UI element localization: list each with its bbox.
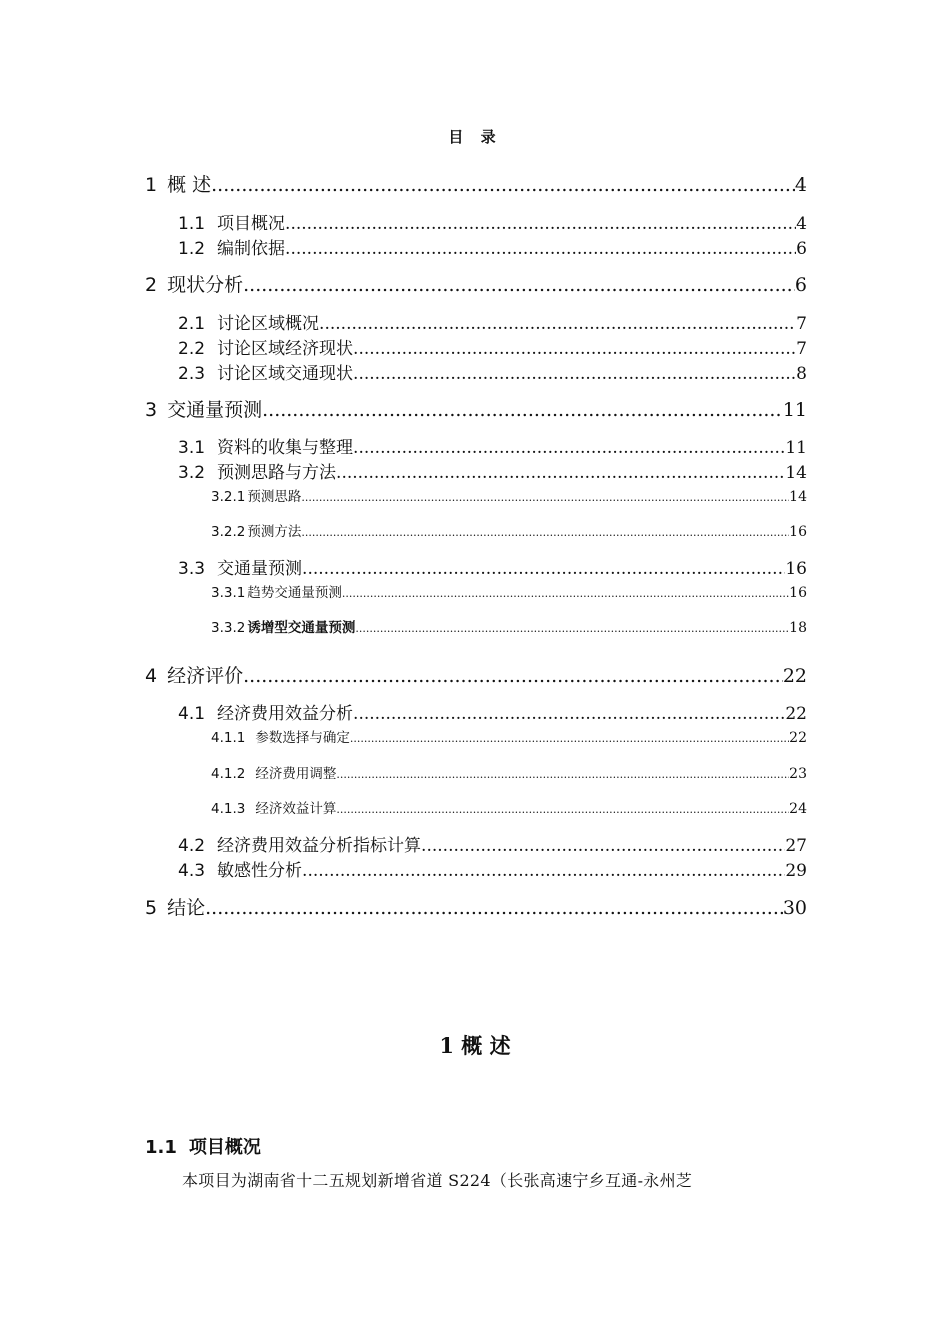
toc-entry-text: 讨论区域交通现状 — [217, 364, 354, 384]
toc-entry-page: 22 — [785, 704, 807, 724]
toc-leader-dots — [336, 768, 789, 781]
toc-entry-page: 8 — [796, 364, 807, 384]
toc-leader-dots — [262, 399, 783, 421]
toc-entry-3-2-2[interactable] — [211, 520, 807, 540]
toc-entry-text: 经济费用效益分析指标计算 — [217, 836, 422, 856]
toc-entry-text: 预测思路 — [247, 489, 302, 505]
toc-entry-3[interactable] — [145, 395, 807, 422]
toc-entry-text: 现状分析 — [167, 274, 244, 296]
toc-entry-number: 4.2 — [178, 836, 206, 856]
toc-entry-text: 交通量预测 — [217, 559, 303, 579]
toc-leader-dots — [211, 174, 795, 196]
toc-entry-2-3[interactable] — [178, 359, 807, 384]
toc-entry-3-3[interactable] — [178, 554, 807, 579]
toc-entry-number: 3.2.1 — [211, 489, 246, 505]
toc-entry-text: 项目概况 — [217, 214, 286, 234]
toc-entry-text: 经济费用调整 — [255, 766, 337, 782]
toc-leader-dots — [285, 214, 796, 234]
toc-entry-3-2[interactable] — [178, 458, 807, 483]
toc-leader-dots — [353, 438, 785, 458]
toc-entry-4-1-3[interactable] — [211, 797, 807, 817]
toc-leader-dots — [243, 274, 795, 296]
toc-entry-page: 27 — [785, 836, 807, 856]
toc-entry-1-1[interactable] — [178, 209, 807, 234]
toc-entry-page: 16 — [789, 524, 807, 540]
toc-entry-text: 讨论区域概况 — [217, 314, 320, 334]
toc-entry-number: 3.3 — [178, 559, 206, 579]
toc-leader-dots — [301, 491, 789, 504]
toc-entry-page: 7 — [796, 339, 807, 359]
toc-entry-number: 2.2 — [178, 339, 206, 359]
toc-leader-dots — [336, 803, 789, 816]
chapter-heading: 1 概 述 — [439, 1033, 511, 1058]
toc-entry-text: 交通量预测 — [167, 399, 263, 421]
toc-entry-2-2[interactable] — [178, 334, 807, 359]
toc-entry-text: 资料的收集与整理 — [217, 438, 354, 458]
toc-entry-page: 6 — [796, 239, 807, 259]
toc-entry-number: 4.1 — [178, 704, 206, 724]
toc-entry-number: 2 — [145, 274, 158, 296]
toc-entry-page: 4 — [794, 174, 807, 196]
section-number: 1.1 — [145, 1137, 177, 1158]
toc-entry-2[interactable] — [145, 270, 807, 297]
toc-entry-3-1[interactable] — [178, 433, 807, 458]
toc-entry-page: 11 — [782, 399, 807, 421]
toc-entry-number: 2.1 — [178, 314, 206, 334]
toc-leader-dots — [350, 732, 789, 745]
toc-entry-text: 概 述 — [167, 174, 212, 196]
toc-entry-page: 22 — [789, 730, 807, 746]
toc-leader-dots — [319, 314, 796, 334]
toc-entry-page: 14 — [785, 463, 807, 483]
toc-leader-dots — [243, 665, 783, 687]
toc-entry-4-1-2[interactable] — [211, 762, 807, 782]
toc-entry-text: 讨论区域经济现状 — [217, 339, 354, 359]
toc-entry-number: 2.3 — [178, 364, 206, 384]
toc-entry-number: 1.2 — [178, 239, 206, 259]
toc-entry-4[interactable] — [145, 661, 807, 688]
toc-leader-dots — [302, 861, 785, 881]
toc-entry-number: 4.3 — [178, 861, 206, 881]
toc-entry-4-1[interactable] — [178, 699, 807, 724]
toc-entry-page: 24 — [789, 801, 807, 817]
toc-entry-3-3-1[interactable] — [211, 581, 807, 601]
toc-entry-number: 1 — [145, 174, 158, 196]
toc-leader-dots — [353, 364, 796, 384]
toc-entry-text: 诱增型交通量预测 — [247, 620, 356, 636]
toc-entry-text: 经济效益计算 — [255, 801, 337, 817]
toc-entry-page: 18 — [789, 620, 807, 636]
toc-entry-page: 23 — [789, 766, 807, 782]
toc-entry-3-3-2[interactable] — [211, 616, 807, 636]
toc-entry-number: 4 — [145, 665, 158, 687]
toc-entry-number: 3.2 — [178, 463, 206, 483]
toc-entry-page: 30 — [782, 897, 807, 919]
toc-entry-number: 3.1 — [178, 438, 206, 458]
toc-entry-number: 3 — [145, 399, 158, 421]
toc-leader-dots — [353, 704, 785, 724]
toc-title: 目 录 — [448, 128, 502, 146]
toc-entry-page: 4 — [796, 214, 807, 234]
toc-leader-dots — [336, 463, 785, 483]
section-title: 项目概况 — [188, 1137, 261, 1158]
toc-entry-1-2[interactable] — [178, 234, 807, 259]
toc-entry-number: 5 — [145, 897, 158, 919]
toc-entry-page: 11 — [785, 438, 807, 458]
toc-leader-dots — [355, 622, 789, 635]
toc-leader-dots — [285, 239, 796, 259]
toc-entry-text: 预测思路与方法 — [217, 463, 337, 483]
toc-entry-number: 4.1.2 — [211, 766, 246, 782]
toc-entry-page: 22 — [782, 665, 807, 687]
toc-entry-number: 4.1.1 — [211, 730, 246, 746]
toc-leader-dots — [205, 897, 783, 919]
toc-entry-text: 预测方法 — [247, 524, 302, 540]
toc-entry-number: 3.3.2 — [211, 620, 246, 636]
toc-entry-number: 3.3.1 — [211, 585, 246, 601]
toc-entry-1[interactable] — [145, 170, 807, 197]
toc-entry-text: 经济费用效益分析 — [217, 704, 354, 724]
toc-entry-text: 结论 — [167, 897, 206, 919]
toc-entry-4-2[interactable] — [178, 831, 807, 856]
toc-entry-5[interactable] — [145, 893, 807, 920]
toc-entry-2-1[interactable] — [178, 309, 807, 334]
toc-entry-page: 16 — [789, 585, 807, 601]
toc-leader-dots — [353, 339, 796, 359]
section-heading — [145, 1133, 261, 1159]
toc-entry-page: 7 — [796, 314, 807, 334]
toc-entry-page: 29 — [785, 861, 807, 881]
toc-entry-text: 经济评价 — [167, 665, 244, 687]
toc-entry-4-3[interactable] — [178, 856, 807, 881]
toc-entry-page: 16 — [785, 559, 807, 579]
toc-entry-text: 参数选择与确定 — [255, 730, 350, 746]
toc-entry-text: 敏感性分析 — [217, 861, 303, 881]
toc-leader-dots — [342, 587, 789, 600]
toc-entry-number: 4.1.3 — [211, 801, 246, 817]
toc-entry-page: 6 — [794, 274, 807, 296]
body-paragraph: 本项目为湖南省十二五规划新增省道 S224（长张高速宁乡互通-永州芝 — [182, 1171, 693, 1190]
toc-entry-text: 编制依据 — [217, 239, 286, 259]
toc-entry-text: 趋势交通量预测 — [247, 585, 342, 601]
toc-leader-dots — [302, 559, 785, 579]
toc-entry-3-2-1[interactable] — [211, 485, 807, 505]
toc-entry-4-1-1[interactable] — [211, 726, 807, 746]
toc-leader-dots — [301, 526, 789, 539]
toc-entry-number: 1.1 — [178, 214, 206, 234]
toc-leader-dots — [421, 836, 785, 856]
toc-entry-number: 3.2.2 — [211, 524, 246, 540]
toc-entry-page: 14 — [789, 489, 807, 505]
